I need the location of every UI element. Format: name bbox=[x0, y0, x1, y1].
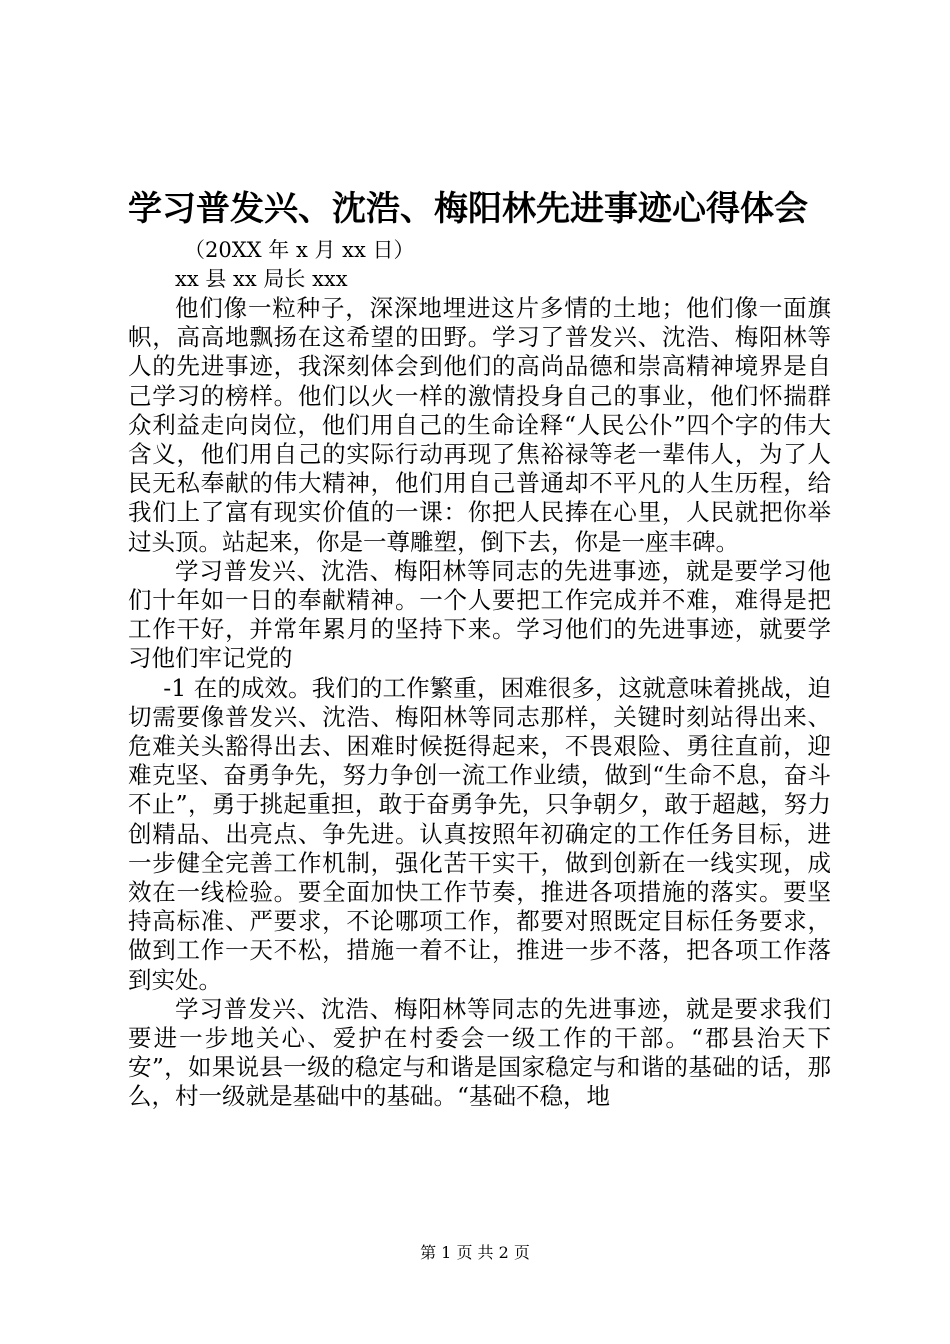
paragraph-2: 学习普发兴、沈浩、梅阳林等同志的先进事迹，就是要学习他们十年如一日的奉献精神。一个人要把工作完成并不难，难得是把工作干好，并常年累月的坚持下来。学习他们的先进事迹，就要学习他们牢记党的 bbox=[128, 556, 831, 673]
author-line: xx 县 xx 局长 xxx bbox=[175, 267, 348, 291]
page-footer: 第 1 页 共 2 页 bbox=[420, 1243, 530, 1262]
paragraph-1: 他们像一粒种子，深深地埋进这片多情的土地；他们像一面旗帜，高高地飘扬在这希望的田野。学习了普发兴、沈浩、梅阳林等人的先进事迹，我深刻体会到他们的高尚品德和崇高精神境界是自己学习的榜样。他们以火一样的激情投身自己的事业，他们怀揣群众利益走向岗位，他们用自己的生命诠释“人民公仆”四个字的伟大含义，他们用自己的实际行动再现了焦裕禄等老一辈伟人，为了人民无私奉献的伟大精神，他们用自己普通却不平凡的人生历程，给我们上了富有现实价值的一课：你把人民捧在心里，人民就把你举过头顶。站起来，你是一尊雕塑，倒下去，你是一座丰碑。 bbox=[128, 294, 831, 556]
paragraph-3: -1 在的成效。我们的工作繁重，困难很多，这就意味着挑战，迫切需要像普发兴、沈浩、梅阳林等同志那样，关键时刻站得出来、危难关头豁得出去、困难时候挺得起来，不畏艰险、勇往直前，迎难克坚、奋勇争先，努力争创一流工作业绩，做到“生命不息，奋斗不止”，勇于挑起重担，敢于奋勇争先，只争朝夕，敢于超越，努力创精品、出亮点、争先进。认真按照年初确定的工作任务目标，进一步健全完善工作机制，强化苦干实干，做到创新在一线实现，成效在一线检验。要全面加快工作节奏，推进各项措施的落实。要坚持高标准、严要求，不论哪项工作，都要对照既定目标任务要求，做到工作一天不松，措施一着不让，推进一步不落，把各项工作落到实处。 bbox=[128, 673, 831, 994]
document-title: 学习普发兴、沈浩、梅阳林先进事迹心得体会 bbox=[128, 189, 808, 229]
date-line: （20XX 年 x 月 xx 日） bbox=[184, 238, 415, 262]
document-body bbox=[128, 294, 831, 1112]
paragraph-4: 学习普发兴、沈浩、梅阳林等同志的先进事迹，就是要求我们要进一步地关心、爱护在村委会一级工作的干部。“郡县治天下安”，如果说县一级的稳定与和谐是国家稳定与和谐的基础的话，那么，村一级就是基础中的基础。“基础不稳，地 bbox=[128, 994, 831, 1111]
